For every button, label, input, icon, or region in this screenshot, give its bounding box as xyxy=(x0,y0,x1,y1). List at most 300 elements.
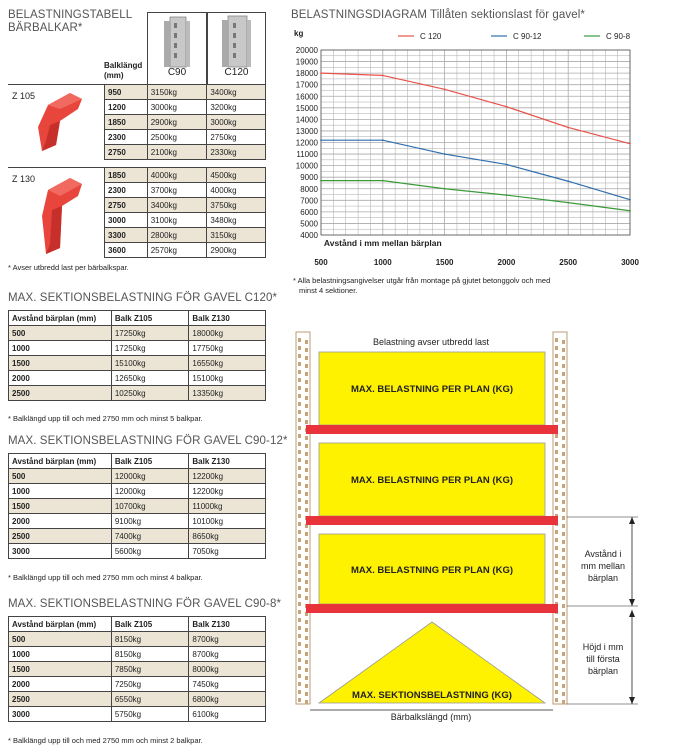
upright-hole xyxy=(562,388,565,392)
upright-hole xyxy=(555,354,558,358)
upright-hole xyxy=(555,594,558,598)
table-row xyxy=(9,326,266,341)
cell-b: 5750kg xyxy=(111,707,189,722)
cell-c: 10100kg xyxy=(189,514,266,529)
upright-hole xyxy=(562,636,565,640)
upright-hole xyxy=(298,674,301,678)
table-row xyxy=(105,85,266,100)
upright-hole xyxy=(555,442,558,446)
upright-hole xyxy=(305,596,308,600)
cell-c90: 2900kg xyxy=(147,115,207,130)
upright-hole xyxy=(562,508,565,512)
upright-hole xyxy=(555,586,558,590)
upright-hole xyxy=(305,452,308,456)
upright-hole xyxy=(555,386,558,390)
upright-hole xyxy=(305,620,308,624)
upright-hole xyxy=(305,380,308,384)
upright-hole xyxy=(298,426,301,430)
column-header: Balk Z105 xyxy=(111,617,189,632)
upright-hole xyxy=(305,476,308,480)
spacing-label-3: bärplan xyxy=(587,573,619,583)
cell-a: 500 xyxy=(9,632,112,647)
x-tick-label: 2000 xyxy=(497,258,516,267)
chart-note: * Alla belastningsangivelser utgår från montage på gjutet betonggolv och med minst 4 sektioner. xyxy=(293,276,551,295)
table-row xyxy=(105,213,266,228)
cell-b: 7850kg xyxy=(111,662,189,677)
upright-hole xyxy=(305,500,308,504)
table-header-row xyxy=(9,454,266,469)
cell-c: 8000kg xyxy=(189,662,266,677)
column-header: Balk Z105 xyxy=(111,454,189,469)
cell-a: 500 xyxy=(9,469,112,484)
beam-length-label: Balklängd (mm) xyxy=(104,61,143,80)
upright-hole xyxy=(298,698,301,702)
upright-hole xyxy=(562,516,565,520)
column-header: Balk Z130 xyxy=(189,617,266,632)
cell-len: 2750 xyxy=(105,145,148,160)
upright-hole xyxy=(305,580,308,584)
upright-hole xyxy=(298,650,301,654)
series-line-0 xyxy=(321,73,630,144)
table-row xyxy=(9,484,266,499)
upright-hole xyxy=(305,700,308,704)
cell-c120: 4000kg xyxy=(207,183,266,198)
table-row xyxy=(105,168,266,183)
cell-b: 7400kg xyxy=(111,529,189,544)
z130-label: Z 130 xyxy=(12,174,36,184)
upright-hole xyxy=(298,394,301,398)
data-point xyxy=(629,199,631,201)
upright-hole xyxy=(562,348,565,352)
upright-hole xyxy=(562,548,565,552)
upright-hole xyxy=(305,404,308,408)
table-row xyxy=(9,514,266,529)
upright-hole xyxy=(555,394,558,398)
z130-block xyxy=(8,167,104,257)
cell-c120: 3150kg xyxy=(207,228,266,243)
upright-hole xyxy=(305,548,308,552)
section-table xyxy=(8,616,266,722)
y-tick-label: 18000 xyxy=(295,69,318,79)
upright-hole xyxy=(305,356,308,360)
upright-hole xyxy=(298,682,301,686)
upright-hole xyxy=(298,626,301,630)
c90-label: C90 xyxy=(167,67,187,78)
cell-len: 2750 xyxy=(105,198,148,213)
cell-c: 12200kg xyxy=(189,484,266,499)
upright-hole xyxy=(298,482,301,486)
cell-c90: 2570kg xyxy=(147,243,207,258)
upright-hole xyxy=(305,572,308,576)
y-tick-label: 17000 xyxy=(295,80,318,90)
section-table-note: * Balklängd upp till och med 2750 mm och minst 2 balkpar. xyxy=(8,736,203,745)
upright-hole xyxy=(305,412,308,416)
beam-level-2 xyxy=(306,516,558,525)
cell-b: 17250kg xyxy=(111,326,189,341)
upright-hole xyxy=(562,580,565,584)
cell-c: 7450kg xyxy=(189,677,266,692)
cell-c: 17750kg xyxy=(189,341,266,356)
cell-c: 8700kg xyxy=(189,632,266,647)
upright-hole xyxy=(298,418,301,422)
upright-hole xyxy=(298,618,301,622)
upright-hole xyxy=(562,492,565,496)
cell-a: 1500 xyxy=(9,356,112,371)
upright-hole xyxy=(555,490,558,494)
beam-table-note: * Avser utbredd last per bärbalkspar. xyxy=(8,263,129,272)
table-row xyxy=(9,677,266,692)
data-point xyxy=(567,202,569,204)
data-point xyxy=(567,127,569,129)
height-label-1: Höjd i mm xyxy=(582,642,624,652)
cell-a: 1000 xyxy=(9,341,112,356)
cell-c90: 3100kg xyxy=(147,213,207,228)
upright-hole xyxy=(555,482,558,486)
spacing-label-2: mm mellan xyxy=(580,561,626,571)
upright-hole xyxy=(562,692,565,696)
data-point xyxy=(567,180,569,182)
table-row xyxy=(105,228,266,243)
load-chart xyxy=(288,24,684,274)
c120-header xyxy=(207,12,266,85)
upright-hole xyxy=(555,466,558,470)
z105-block xyxy=(8,84,104,158)
cell-c120: 2750kg xyxy=(207,130,266,145)
upright-hole xyxy=(298,690,301,694)
cell-a: 1500 xyxy=(9,499,112,514)
cell-b: 12650kg xyxy=(111,371,189,386)
column-header: Balk Z130 xyxy=(189,311,266,326)
data-point xyxy=(629,143,631,145)
cell-c120: 3000kg xyxy=(207,115,266,130)
table-row xyxy=(105,243,266,258)
cell-a: 2500 xyxy=(9,386,112,401)
upright-hole xyxy=(305,532,308,536)
upright-hole xyxy=(562,572,565,576)
upright-hole xyxy=(562,340,565,344)
cell-c: 18000kg xyxy=(189,326,266,341)
upright-hole xyxy=(555,674,558,678)
table-row xyxy=(9,692,266,707)
upright-hole xyxy=(298,410,301,414)
upright-hole xyxy=(562,556,565,560)
table-row xyxy=(9,499,266,514)
cell-a: 3000 xyxy=(9,544,112,559)
x-tick-label: 2500 xyxy=(559,258,578,267)
cell-a: 2000 xyxy=(9,677,112,692)
table-row xyxy=(105,183,266,198)
z130-beam-icon xyxy=(22,176,92,256)
upright-hole xyxy=(562,564,565,568)
upright-hole xyxy=(555,474,558,478)
upright-hole xyxy=(298,642,301,646)
table-row xyxy=(105,145,266,160)
table-row xyxy=(9,371,266,386)
cell-len: 3000 xyxy=(105,213,148,228)
cell-len: 2300 xyxy=(105,183,148,198)
upright-hole xyxy=(298,370,301,374)
spacing-label-1: Avstånd i xyxy=(584,549,622,559)
cell-len: 3600 xyxy=(105,243,148,258)
c90-upright-icon xyxy=(148,13,206,69)
cell-c: 8700kg xyxy=(189,647,266,662)
beam-length-label: Bärbalkslängd (mm) xyxy=(390,712,472,722)
cell-a: 3000 xyxy=(9,707,112,722)
cell-a: 2000 xyxy=(9,514,112,529)
chart-title: BELASTNINGSDIAGRAM Tillåten sektionslast för gavel* xyxy=(291,9,585,21)
upright-hole xyxy=(562,412,565,416)
upright-hole xyxy=(555,698,558,702)
upright-hole xyxy=(305,628,308,632)
cell-a: 2500 xyxy=(9,529,112,544)
upright-hole xyxy=(562,532,565,536)
cell-c: 11000kg xyxy=(189,499,266,514)
cell-len: 1850 xyxy=(105,168,148,183)
upright-hole xyxy=(562,372,565,376)
upright-hole xyxy=(562,436,565,440)
upright-hole xyxy=(555,418,558,422)
data-point xyxy=(629,210,631,212)
upright-hole xyxy=(298,362,301,366)
upright-hole xyxy=(555,578,558,582)
data-point xyxy=(382,139,384,141)
upright-hole xyxy=(562,668,565,672)
upright-hole xyxy=(562,468,565,472)
upright-hole xyxy=(298,562,301,566)
cell-c90: 3700kg xyxy=(147,183,207,198)
section-table xyxy=(8,310,266,401)
cell-c90: 3000kg xyxy=(147,100,207,115)
upright-hole xyxy=(562,700,565,704)
upright-hole xyxy=(298,634,301,638)
cell-c: 7050kg xyxy=(189,544,266,559)
table-row xyxy=(9,632,266,647)
cell-c90: 3150kg xyxy=(147,85,207,100)
upright-hole xyxy=(298,346,301,350)
upright-hole xyxy=(298,538,301,542)
y-tick-label: 13000 xyxy=(295,126,318,136)
upright-hole xyxy=(305,388,308,392)
upright-hole xyxy=(562,356,565,360)
upright-hole xyxy=(555,338,558,342)
upright-hole xyxy=(555,650,558,654)
upright-hole xyxy=(562,676,565,680)
upright-hole xyxy=(555,562,558,566)
y-tick-label: 12000 xyxy=(295,138,318,148)
data-point xyxy=(320,139,322,141)
table-row xyxy=(105,198,266,213)
height-label-2: till första xyxy=(586,654,620,664)
cell-c120: 3400kg xyxy=(207,85,266,100)
upright-hole xyxy=(298,666,301,670)
upright-hole xyxy=(298,506,301,510)
beam-level-1 xyxy=(306,425,558,434)
y-tick-label: 10000 xyxy=(295,161,318,171)
cell-a: 1000 xyxy=(9,484,112,499)
cell-c120: 3480kg xyxy=(207,213,266,228)
upright-hole xyxy=(298,658,301,662)
cell-len: 1200 xyxy=(105,100,148,115)
upright-hole xyxy=(298,522,301,526)
upright-hole xyxy=(555,506,558,510)
upright-hole xyxy=(298,586,301,590)
beam-level-3 xyxy=(306,604,558,613)
cell-b: 8150kg xyxy=(111,632,189,647)
data-point xyxy=(506,194,508,196)
cell-c120: 3750kg xyxy=(207,198,266,213)
upright-hole xyxy=(298,602,301,606)
upright-hole xyxy=(562,588,565,592)
column-header: Avstånd bärplan (mm) xyxy=(9,617,112,632)
upright-hole xyxy=(555,554,558,558)
upright-hole xyxy=(298,594,301,598)
cell-c120: 2330kg xyxy=(207,145,266,160)
upright-hole xyxy=(562,476,565,480)
upright-hole xyxy=(562,604,565,608)
legend-label-0: C 120 xyxy=(420,32,442,41)
upright-hole xyxy=(305,540,308,544)
cell-b: 12000kg xyxy=(111,469,189,484)
upright-hole xyxy=(305,564,308,568)
upright-hole xyxy=(562,420,565,424)
table-row xyxy=(9,544,266,559)
upright-hole xyxy=(305,364,308,368)
section-table-title: MAX. SEKTIONSBELASTNING FÖR GAVEL C90-8* xyxy=(8,598,282,610)
upright-hole xyxy=(305,396,308,400)
upright-hole xyxy=(298,514,301,518)
data-point xyxy=(506,164,508,166)
legend-label-2: C 90-8 xyxy=(606,32,631,41)
cell-len: 1850 xyxy=(105,115,148,130)
upright-hole xyxy=(298,458,301,462)
x-axis-label: Avstånd i mm mellan bärplan xyxy=(323,238,442,248)
upright-hole xyxy=(305,644,308,648)
load-box-2-label: MAX. BELASTNING PER PLAN (KG) xyxy=(350,475,514,486)
data-point xyxy=(320,180,322,182)
x-tick-label: 500 xyxy=(314,258,328,267)
cell-c90: 2800kg xyxy=(147,228,207,243)
cell-b: 17250kg xyxy=(111,341,189,356)
cell-b: 10700kg xyxy=(111,499,189,514)
upright-hole xyxy=(305,468,308,472)
upright-hole xyxy=(562,652,565,656)
y-tick-label: 19000 xyxy=(295,57,318,67)
cell-a: 1000 xyxy=(9,647,112,662)
upright-hole xyxy=(562,364,565,368)
cell-b: 10250kg xyxy=(111,386,189,401)
rack-top-label: Belastning avser utbredd last xyxy=(372,337,490,347)
upright-hole xyxy=(298,386,301,390)
cell-c: 6100kg xyxy=(189,707,266,722)
y-tick-label: 20000 xyxy=(295,46,318,55)
table-row xyxy=(105,115,266,130)
upright-hole xyxy=(562,612,565,616)
upright-hole xyxy=(298,474,301,478)
y-tick-label: 11000 xyxy=(296,150,318,160)
table-header-row xyxy=(9,311,266,326)
table-row xyxy=(105,100,266,115)
upright-hole xyxy=(305,420,308,424)
cell-a: 500 xyxy=(9,326,112,341)
cell-c: 8650kg xyxy=(189,529,266,544)
table-row xyxy=(9,707,266,722)
upright-hole xyxy=(555,410,558,414)
upright-hole xyxy=(305,492,308,496)
upright-hole xyxy=(298,402,301,406)
section-table-title: MAX. SEKTIONSBELASTNING FÖR GAVEL C90-12* xyxy=(8,435,288,447)
z105-label: Z 105 xyxy=(12,91,36,101)
upright-hole xyxy=(562,452,565,456)
section-table-title: MAX. SEKTIONSBELASTNING FÖR GAVEL C120* xyxy=(8,292,278,304)
upright-hole xyxy=(562,596,565,600)
z105-table xyxy=(104,84,266,160)
y-tick-label: 16000 xyxy=(295,92,318,102)
upright-hole xyxy=(562,524,565,528)
upright-hole xyxy=(555,546,558,550)
upright-hole xyxy=(562,444,565,448)
upright-hole xyxy=(298,610,301,614)
y-tick-label: 8000 xyxy=(300,184,318,194)
z130-table xyxy=(104,167,266,258)
upright-hole xyxy=(555,666,558,670)
data-point xyxy=(444,153,446,155)
upright-hole xyxy=(298,546,301,550)
upright-hole xyxy=(555,618,558,622)
data-point xyxy=(382,180,384,182)
upright-hole xyxy=(562,380,565,384)
cell-b: 5600kg xyxy=(111,544,189,559)
upright-hole xyxy=(298,570,301,574)
upright-hole xyxy=(555,530,558,534)
upright-hole xyxy=(305,660,308,664)
cell-c: 6800kg xyxy=(189,692,266,707)
cell-len: 3300 xyxy=(105,228,148,243)
cell-len: 950 xyxy=(105,85,148,100)
upright-hole xyxy=(298,530,301,534)
upright-hole xyxy=(555,458,558,462)
series-line-1 xyxy=(321,140,630,200)
upright-hole xyxy=(562,660,565,664)
cell-c: 15100kg xyxy=(189,371,266,386)
table-row xyxy=(9,469,266,484)
c120-label: C120 xyxy=(224,67,249,78)
upright-hole xyxy=(305,588,308,592)
upright-hole xyxy=(298,578,301,582)
cell-a: 2500 xyxy=(9,692,112,707)
cell-len: 2300 xyxy=(105,130,148,145)
table-header-row xyxy=(9,617,266,632)
upright-hole xyxy=(562,404,565,408)
cell-b: 7250kg xyxy=(111,677,189,692)
upright-hole xyxy=(555,626,558,630)
cell-b: 6550kg xyxy=(111,692,189,707)
table-row xyxy=(9,341,266,356)
upright-hole xyxy=(555,570,558,574)
section-load-label: MAX. SEKTIONSBELASTNING (KG) xyxy=(352,690,512,701)
column-header: Balk Z105 xyxy=(111,311,189,326)
section-table-note: * Balklängd upp till och med 2750 mm och minst 4 balkpar. xyxy=(8,573,203,582)
column-header: Avstånd bärplan (mm) xyxy=(9,454,112,469)
load-box-3-label: MAX. BELASTNING PER PLAN (KG) xyxy=(350,565,514,576)
upright-hole xyxy=(298,338,301,342)
upright-hole xyxy=(555,362,558,366)
table-row xyxy=(9,529,266,544)
upright-hole xyxy=(305,508,308,512)
upright-hole xyxy=(305,444,308,448)
z105-beam-icon xyxy=(20,91,90,153)
column-header: Balk Z130 xyxy=(189,454,266,469)
upright-hole xyxy=(298,554,301,558)
